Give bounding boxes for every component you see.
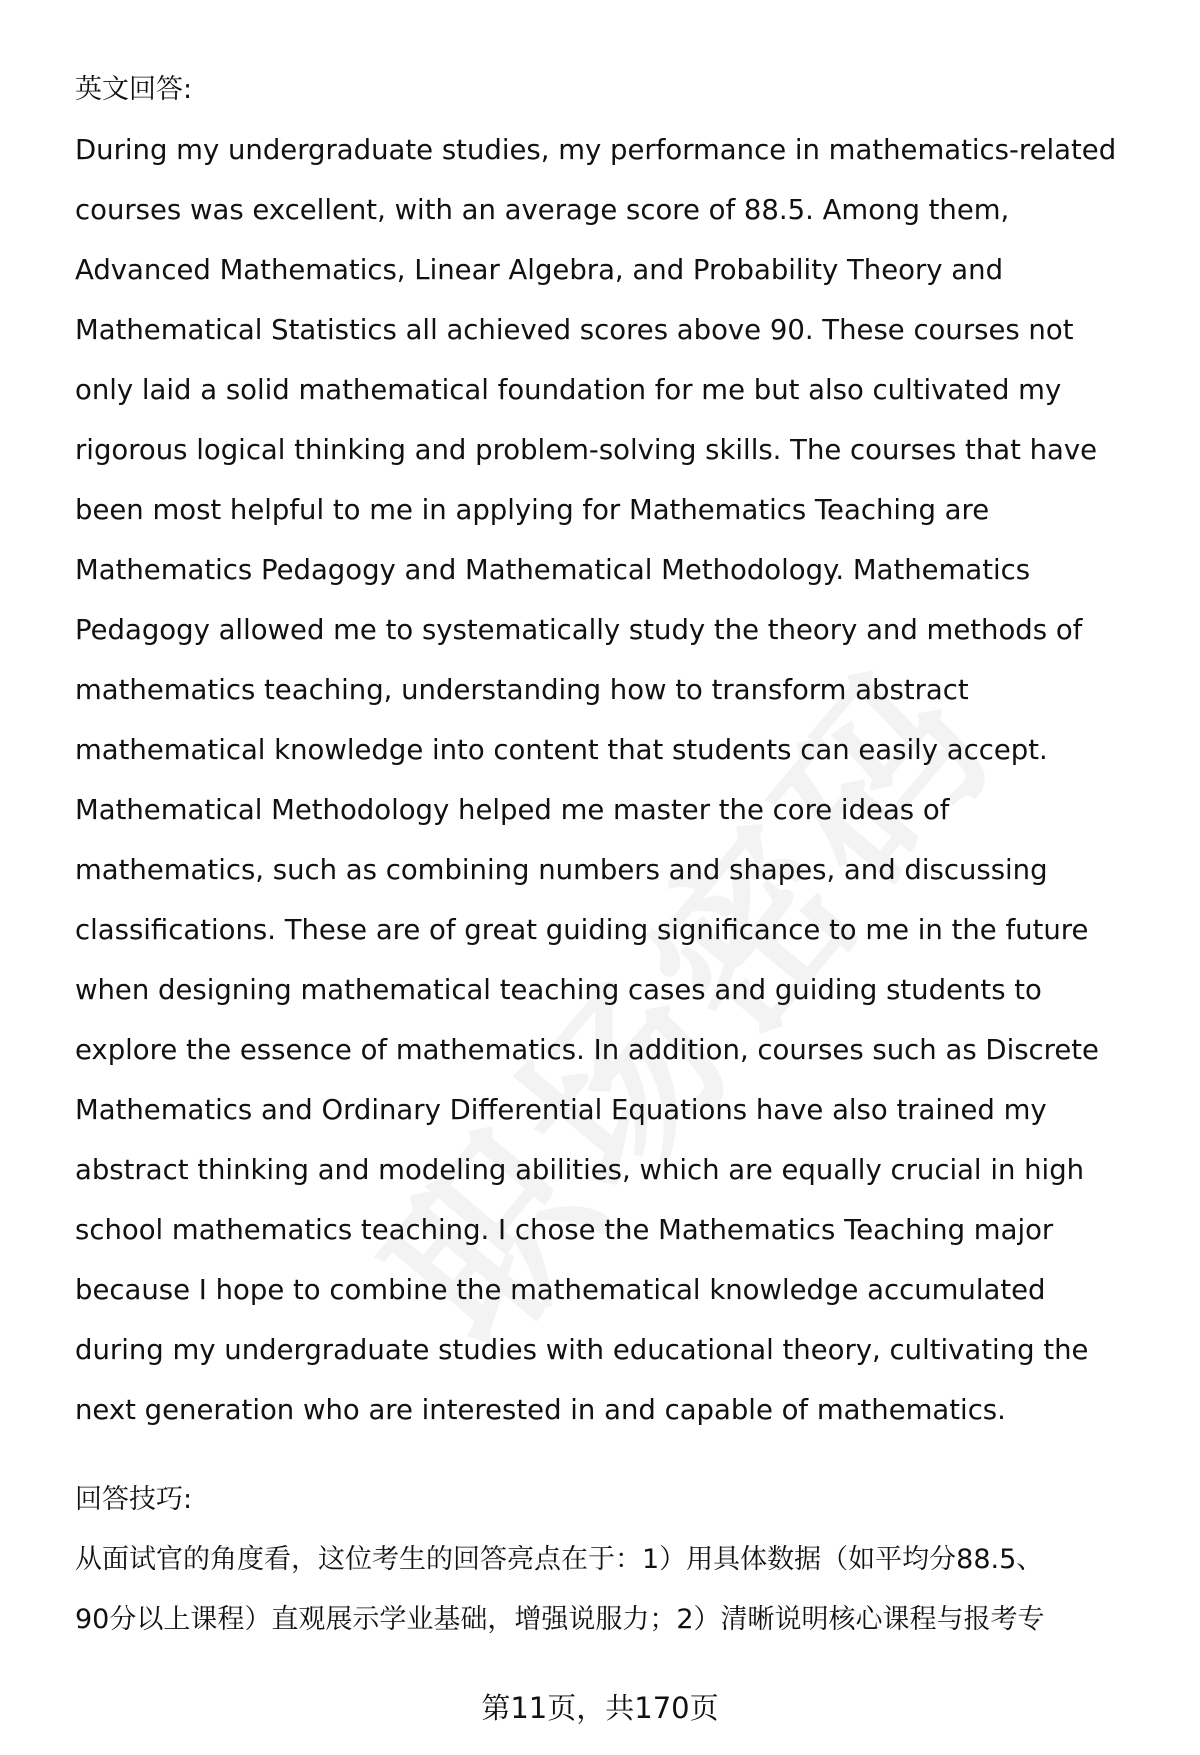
paragraph-line: 从面试官的角度看，这位考生的回答亮点在于：1）用具体数据（如平均分88.5、 — [75, 1544, 1044, 1575]
paragraph-line: During my undergraduate studies, my performance in mathematics-related — [75, 134, 1117, 166]
paragraph-line: explore the essence of mathematics. In addition, courses such as Discrete — [75, 1034, 1099, 1066]
paragraph-line: because I hope to combine the mathematical knowledge accumulated — [75, 1274, 1046, 1306]
paragraph-line: abstract thinking and modeling abilities, which are equally crucial in high — [75, 1154, 1085, 1186]
paragraph-line: 90分以上课程）直观展示学业基础，增强说服力；2）清晰说明核心课程与报考专 — [75, 1604, 1045, 1635]
paragraph-line: Advanced Mathematics, Linear Algebra, and Probability Theory and — [75, 254, 1004, 286]
paragraph-line: Mathematical Statistics all achieved scores above 90. These courses not — [75, 314, 1074, 346]
paragraph-line: been most helpful to me in applying for Mathematics Teaching are — [75, 494, 990, 526]
paragraph-line: courses was excellent, with an average score of 88.5. Among them, — [75, 194, 1010, 226]
paragraph-line: when designing mathematical teaching cases and guiding students to — [75, 974, 1042, 1006]
paragraph-line: during my undergraduate studies with educational theory, cultivating the — [75, 1334, 1089, 1366]
paragraph-line: Pedagogy allowed me to systematically study the theory and methods of — [75, 614, 1083, 646]
paragraph-line: mathematical knowledge into content that students can easily accept. — [75, 734, 1048, 766]
paragraph-line: mathematics, such as combining numbers and shapes, and discussing — [75, 854, 1048, 886]
answer-tips-heading: 回答技巧: — [75, 1484, 193, 1515]
paragraph-line: next generation who are interested in and capable of mathematics. — [75, 1394, 1006, 1426]
paragraph-line: rigorous logical thinking and problem-solving skills. The courses that have — [75, 434, 1098, 466]
paragraph-line: school mathematics teaching. I chose the Mathematics Teaching major — [75, 1214, 1054, 1246]
paragraph-line: mathematics teaching, understanding how to transform abstract — [75, 674, 969, 706]
paragraph-line: only laid a solid mathematical foundation for me but also cultivated my — [75, 374, 1062, 406]
paragraph-line: classifications. These are of great guiding significance to me in the future — [75, 914, 1089, 946]
paragraph-line: Mathematical Methodology helped me master the core ideas of — [75, 794, 950, 826]
english-answer-heading: 英文回答: — [75, 74, 193, 105]
page-number: 第11页，共170页 — [481, 1691, 719, 1725]
paragraph-line: Mathematics Pedagogy and Mathematical Methodology. Mathematics — [75, 554, 1031, 586]
paragraph-line: Mathematics and Ordinary Differential Equations have also trained my — [75, 1094, 1047, 1126]
